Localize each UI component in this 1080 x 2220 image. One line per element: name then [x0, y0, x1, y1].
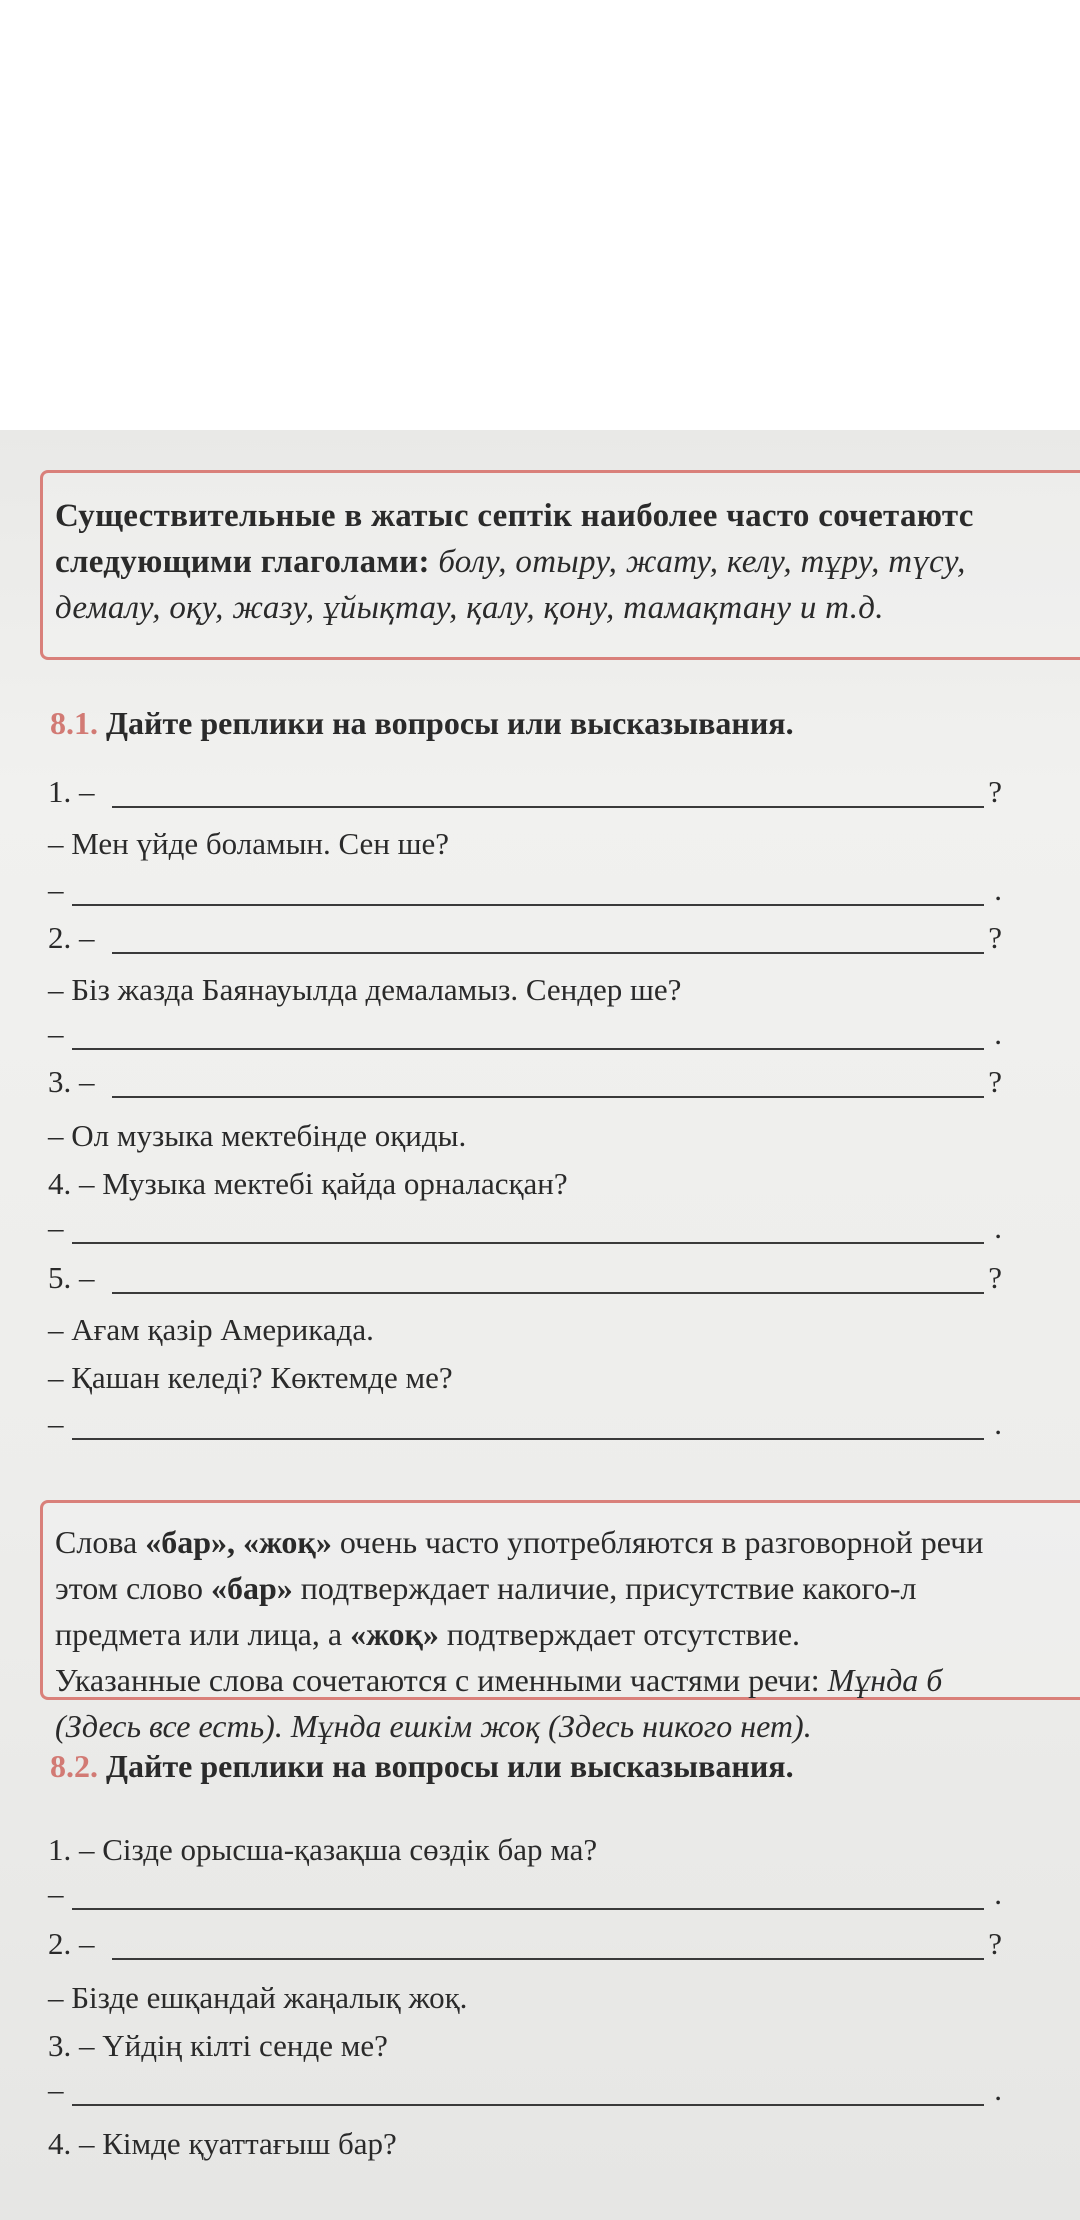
rule-bold-text: «жоқ»	[350, 1616, 439, 1652]
dialogue-line: – Бізде ешқандай жаңалық жоқ.	[48, 1980, 468, 2015]
line-end-punctuation: ?	[988, 774, 1002, 809]
rule-bold-text: «бар»	[211, 1570, 293, 1606]
answer-blank[interactable]	[112, 1096, 984, 1098]
exercise-instruction: Дайте реплики на вопросы или высказывания.	[106, 705, 794, 741]
dialogue-line: – Біз жазда Баянауылда демаламыз. Сендер ше?	[48, 972, 682, 1007]
rule-line-3	[55, 1611, 1080, 1657]
dialogue-line: – Ол музыка мектебінде оқиды.	[48, 1118, 467, 1153]
rule-text: этом слово	[55, 1570, 211, 1606]
rule-bold-text: Существительные в жатыс септік наиболее часто сочетаютс	[55, 498, 974, 534]
answer-line	[48, 1256, 1008, 1300]
answer-blank[interactable]	[72, 1438, 984, 1440]
rule-bold-text: следующими глаголами:	[55, 544, 430, 580]
dialogue-line: 1. – Сізде орысша-қазақша сөздік бар ма?	[48, 1832, 598, 1867]
answer-line	[48, 916, 1008, 960]
exercise-number: 8.2.	[50, 1748, 98, 1784]
rule-line-3	[55, 585, 1080, 631]
exercise-number: 8.1.	[50, 705, 98, 741]
answer-line	[48, 2068, 1008, 2112]
rule-text: подтверждает наличие, присутствие какого-л	[292, 1570, 917, 1606]
answer-blank[interactable]	[72, 1048, 984, 1050]
rule-italic-text: Мұнда б	[827, 1662, 943, 1698]
dialogue-line: 4. – Музыка мектебі қайда орналасқан?	[48, 1166, 568, 1201]
grammar-rule-box	[40, 470, 1080, 660]
line-prefix: –	[48, 1210, 64, 1245]
rule-line-2	[55, 539, 1080, 585]
rule-line-2	[55, 1565, 1080, 1611]
rule-text: Слова	[55, 1524, 146, 1560]
answer-line	[48, 868, 1008, 912]
dialogue-line: 3. – Үйдің кілті сенде ме?	[48, 2028, 388, 2063]
answer-blank[interactable]	[112, 1958, 984, 1960]
line-prefix: –	[48, 1406, 64, 1441]
answer-line	[48, 1060, 1008, 1104]
rule-text: подтверждает отсутствие.	[438, 1616, 801, 1652]
rule-line-1	[55, 493, 1080, 539]
dialogue-line: 4. – Кімде қуаттағыш бар?	[48, 2126, 397, 2161]
line-end-punctuation: .	[994, 872, 1002, 907]
dialogue-line: – Мен үйде боламын. Сен ше?	[48, 826, 450, 861]
line-prefix: 1. –	[48, 774, 95, 809]
grammar-rule-box-bar-zhoq	[40, 1500, 1080, 1744]
answer-blank[interactable]	[112, 1292, 984, 1294]
rule-bold-text: «бар», «жоқ»	[145, 1524, 332, 1560]
line-prefix: –	[48, 2072, 64, 2107]
answer-line	[48, 1922, 1008, 1966]
rule-text: Указанные слова сочетаются с именными частями речи:	[55, 1662, 828, 1698]
dialogue-line: – Ағам қазір Америкада.	[48, 1312, 374, 1347]
line-end-punctuation: .	[994, 1016, 1002, 1051]
line-prefix: 3. –	[48, 1064, 95, 1099]
rule-line-5	[55, 1703, 1080, 1749]
line-end-punctuation: .	[994, 1210, 1002, 1245]
answer-line	[48, 1206, 1008, 1250]
line-end-punctuation: ?	[988, 1926, 1002, 1961]
line-prefix: 2. –	[48, 920, 95, 955]
answer-blank[interactable]	[112, 952, 984, 954]
line-prefix: –	[48, 872, 64, 907]
line-end-punctuation: .	[994, 1876, 1002, 1911]
line-prefix: 5. –	[48, 1260, 95, 1295]
answer-line	[48, 1012, 1008, 1056]
answer-blank[interactable]	[72, 904, 984, 906]
line-end-punctuation: .	[994, 1406, 1002, 1441]
line-prefix: –	[48, 1016, 64, 1051]
answer-blank[interactable]	[72, 1242, 984, 1244]
answer-line	[48, 770, 1008, 814]
answer-blank[interactable]	[112, 806, 984, 808]
exercise-title-8-2	[50, 1748, 794, 1785]
line-prefix: –	[48, 1876, 64, 1911]
rule-italic-text: (Здесь все есть). Мұнда ешкім жоқ (Здесь никого нет).	[55, 1708, 812, 1744]
answer-blank[interactable]	[72, 1908, 984, 1910]
line-end-punctuation: ?	[988, 1260, 1002, 1295]
rule-text: очень часто употребляются в разговорной речи	[331, 1524, 984, 1560]
line-end-punctuation: .	[994, 2072, 1002, 2107]
rule-line-4	[55, 1657, 1080, 1703]
answer-blank[interactable]	[72, 2104, 984, 2106]
answer-line	[48, 1402, 1008, 1446]
exercise-title-8-1	[50, 705, 794, 742]
rule-line-1	[55, 1519, 1080, 1565]
line-end-punctuation: ?	[988, 920, 1002, 955]
exercise-instruction: Дайте реплики на вопросы или высказывания.	[106, 1748, 794, 1784]
line-end-punctuation: ?	[988, 1064, 1002, 1099]
dialogue-line: – Қашан келеді? Көктемде ме?	[48, 1360, 453, 1395]
answer-line	[48, 1872, 1008, 1916]
line-prefix: 2. –	[48, 1926, 95, 1961]
rule-italic-text: болу, отыру, жату, келу, тұру, түсу,	[438, 544, 966, 580]
rule-italic-text: демалу, оқу, жазу, ұйықтау, қалу, қону, тамақтану и т.д.	[55, 590, 884, 626]
rule-text: предмета или лица, а	[55, 1616, 351, 1652]
